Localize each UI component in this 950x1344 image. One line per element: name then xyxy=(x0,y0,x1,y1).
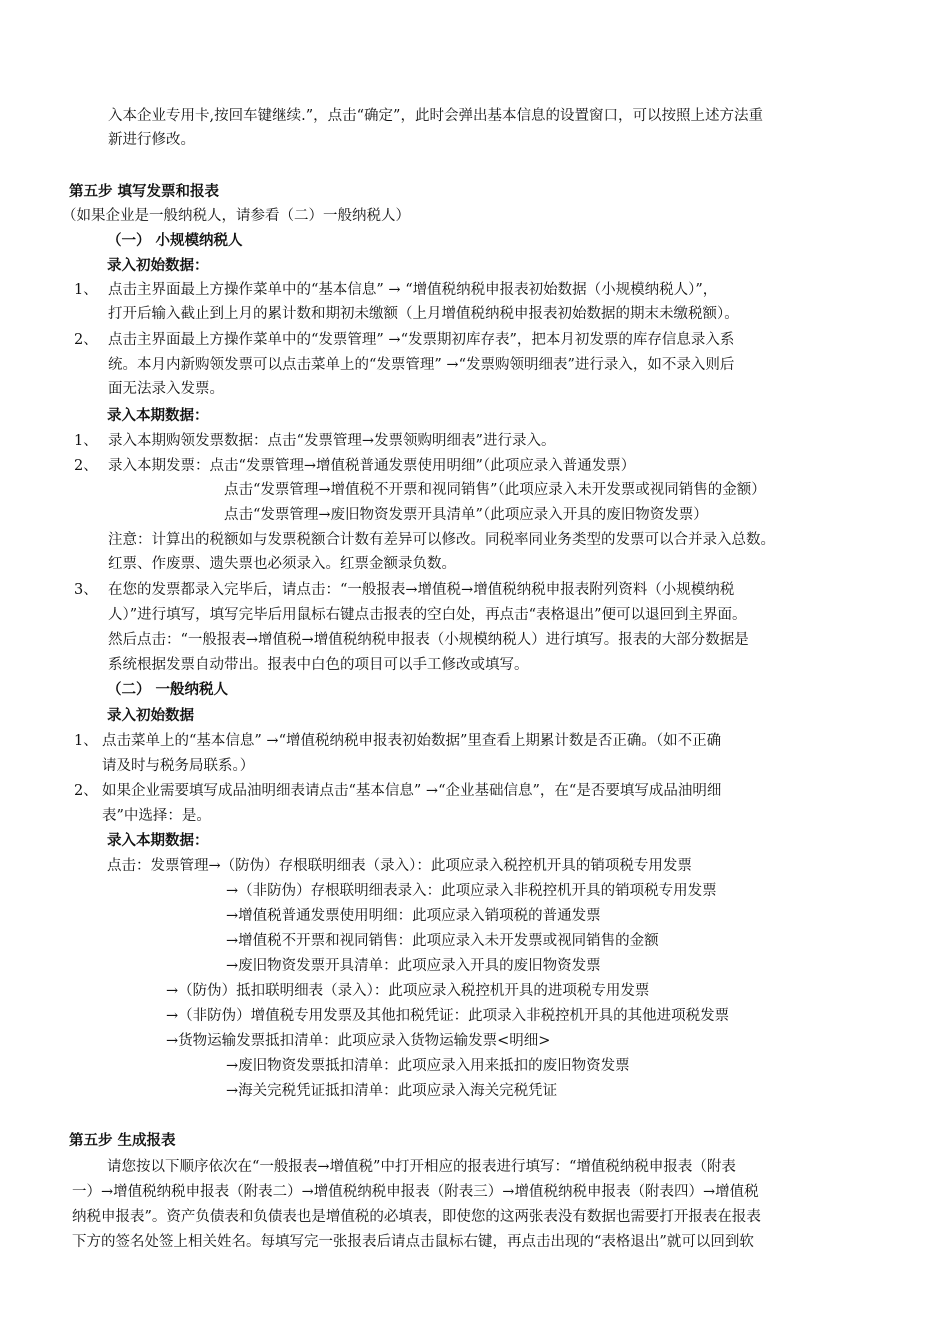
menu-path-line: →增值税普通发票使用明细：此项应录入销项税的普通发票 xyxy=(226,908,601,924)
section-note: （如果企业是一般纳税人，请参看（二）一般纳税人） xyxy=(62,208,410,224)
list-item-line: 统。本月内新购领发票可以点击菜单上的“发票管理” →“发票购领明细表”进行录入，如不录入则后 xyxy=(108,357,735,373)
section-heading-generate: 第五步 生成报表 xyxy=(69,1132,176,1149)
list-number: 2、 xyxy=(74,332,98,348)
menu-path-line: →废旧物资发票开具清单：此项应录入开具的废旧物资发票 xyxy=(226,958,601,974)
paragraph-line: 一）→增值税纳税申报表（附表二）→增值税纳税申报表（附表三）→增值税纳税申报表（附表四）→增值税 xyxy=(72,1184,759,1200)
current-data-title: 录入本期数据： xyxy=(107,832,209,849)
list-item-line: 人）”进行填写，填写完毕后用鼠标右键点击报表的空白处，再点击“表格退出”便可以退回到主界面。 xyxy=(108,607,747,623)
list-item-line: 点击“发票管理→增值税不开票和视同销售”（此项应录入未开发票或视同销售的金额） xyxy=(224,482,766,498)
list-item-line: 录入本期发票：点击“发票管理→增值税普通发票使用明细”（此项应录入普通发票） xyxy=(108,458,636,474)
intro-line-1: 入本企业专用卡,按回车键继续.”，点击“确定”，此时会弹出基本信息的设置窗口，可以按照上述方法重 xyxy=(108,108,763,124)
subsection-heading-small: （一） 小规模纳税人 xyxy=(107,232,243,249)
list-item-line: 录入本期购领发票数据：点击“发票管理→发票领购明细表”进行录入。 xyxy=(108,433,556,449)
list-item-line: 如果企业需要填写成品油明细表请点击“基本信息” →“企业基础信息”，在“是否要填写成品油明细 xyxy=(102,783,722,799)
list-number: 3、 xyxy=(74,582,98,598)
note-line: 注意：计算出的税额如与发票税额合计数有差异可以修改。同税率同业务类型的发票可以合并录入总数。 xyxy=(108,532,775,548)
paragraph-line: 下方的签名处签上相关姓名。每填写完一张报表后请点击鼠标右键，再点击出现的“表格退出”就可以回到软 xyxy=(72,1234,754,1250)
section-heading-fill: 第五步 填写发票和报表 xyxy=(69,183,220,200)
subsection-heading-general: （二） 一般纳税人 xyxy=(107,681,229,698)
list-number: 2、 xyxy=(74,783,98,799)
list-number: 1、 xyxy=(74,433,98,449)
list-item-line: 点击主界面最上方操作菜单中的“基本信息” → “增值税纳税申报表初始数据（小规模纳税人）”， xyxy=(108,282,718,298)
menu-path-line: 点击：发票管理→（防伪）存根联明细表（录入）：此项应录入税控机开具的销项税专用发票 xyxy=(107,858,692,874)
menu-path-line: →海关完税凭证抵扣清单：此项应录入海关完税凭证 xyxy=(226,1083,558,1099)
menu-path-line: →（非防伪）存根联明细表录入：此项应录入非税控机开具的销项税专用发票 xyxy=(226,883,717,899)
list-item-line: 然后点击：“一般报表→增值税→增值税纳税申报表（小规模纳税人）进行填写。报表的大部分数据是 xyxy=(108,632,749,648)
list-item-line: 面无法录入发票。 xyxy=(108,381,224,397)
current-data-title: 录入本期数据： xyxy=(107,407,209,424)
list-item-line: 点击菜单上的“基本信息” →“增值税纳税申报表初始数据”里查看上期累计数是否正确。（如不正确 xyxy=(102,733,722,749)
list-number: 1、 xyxy=(74,733,98,749)
menu-path-line: →（非防伪）增值税专用发票及其他扣税凭证：此项录入非税控机开具的其他进项税发票 xyxy=(166,1008,730,1024)
menu-path-line: →货物运输发票抵扣清单：此项应录入货物运输发票<明细> xyxy=(166,1033,551,1049)
paragraph-line: 请您按以下顺序依次在“一般报表→增值税”中打开相应的报表进行填写：“增值税纳税申报表（附表 xyxy=(107,1159,736,1175)
menu-path-line: →（防伪）抵扣联明细表（录入）：此项应录入税控机开具的进项税专用发票 xyxy=(166,983,650,999)
intro-line-2: 新进行修改。 xyxy=(108,132,195,148)
init-data-title: 录入初始数据 xyxy=(107,707,194,724)
paragraph-line: 纳税申报表”。资产负债表和负债表也是增值税的必填表，即使您的这两张表没有数据也需要打开报表在报表 xyxy=(72,1209,761,1225)
init-data-title: 录入初始数据： xyxy=(107,257,209,274)
list-item-line: 表”中选择：是。 xyxy=(102,808,211,824)
note-line: 红票、作废票、遗失票也必须录入。红票金额录负数。 xyxy=(108,556,456,572)
list-number: 2、 xyxy=(74,458,98,474)
list-item-line: 打开后输入截止到上月的累计数和期初未缴额（上月增值税纳税申报表初始数据的期末未缴税额）。 xyxy=(108,306,739,322)
list-item-line: 在您的发票都录入完毕后，请点击：“一般报表→增值税→增值税纳税申报表附列资料（小规模纳税 xyxy=(108,582,735,598)
menu-path-line: →增值税不开票和视同销售：此项应录入未开发票或视同销售的金额 xyxy=(226,933,659,949)
list-item-line: 系统根据发票自动带出。报表中白色的项目可以手工修改或填写。 xyxy=(108,657,529,673)
menu-path-line: →废旧物资发票抵扣清单：此项应录入用来抵扣的废旧物资发票 xyxy=(226,1058,630,1074)
list-item-line: 点击主界面最上方操作菜单中的“发票管理” →“发票期初库存表”，把本月初发票的库存信息录入系 xyxy=(108,332,735,348)
list-number: 1、 xyxy=(74,282,98,298)
list-item-line: 请及时与税务局联系。） xyxy=(102,758,255,774)
list-item-line: 点击“发票管理→废旧物资发票开具清单”（此项应录入开具的废旧物资发票） xyxy=(224,507,708,523)
